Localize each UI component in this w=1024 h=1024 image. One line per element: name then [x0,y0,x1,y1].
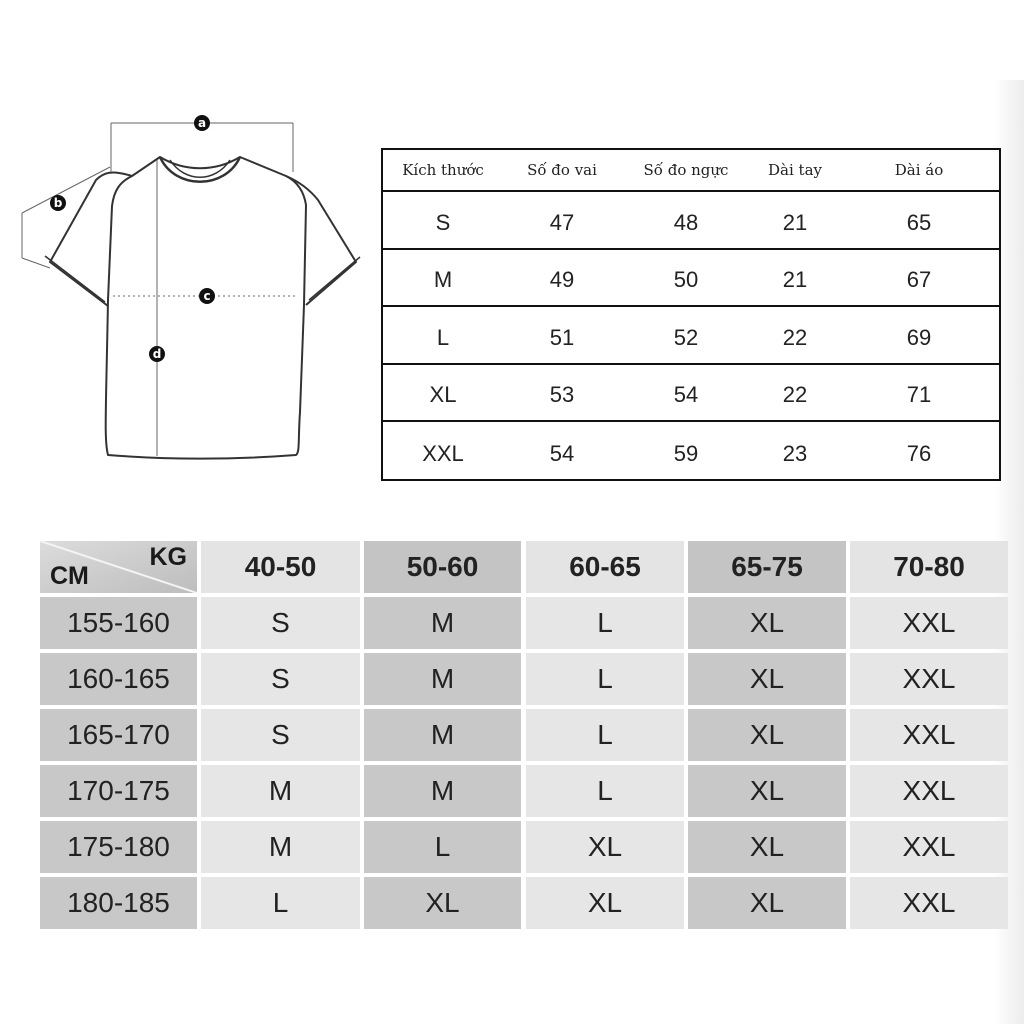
length-cell: 69 [906,324,932,350]
measurement-header-row [383,150,999,192]
size-cell: M [364,597,521,649]
length-cell: 71 [906,382,932,408]
sleeve-cell: 22 [782,324,808,350]
height-range-label: 175-180 [40,821,197,873]
shoulder-cell: 54 [549,440,575,466]
size-cell: L [526,597,684,649]
size-chart [40,541,1008,933]
size-cell: S [201,597,360,649]
table-row [383,307,999,365]
shoulder-cell: 49 [549,267,575,293]
chest-cell: 50 [673,267,699,293]
header-size: Kích thước [402,161,484,179]
size-cell: M [201,765,360,817]
height-range-label: 180-185 [40,877,197,929]
size-cell: XL [688,597,846,649]
chest-cell: 54 [673,382,699,408]
length-cell: 65 [906,209,932,235]
size-cell: XL [688,877,846,929]
height-range-label: 155-160 [40,597,197,649]
size-cell: XL [526,877,684,929]
tshirt-right-sleeve [286,176,356,305]
length-cell: 67 [906,267,932,293]
table-row [383,422,999,480]
header-chest: Số đo ngực [643,161,729,179]
size-cell: L [364,821,521,873]
size-cell: XXL [850,877,1008,929]
tshirt-outline [106,157,306,459]
shoulder-cell: 53 [549,382,575,408]
size-cell: XL [688,653,846,705]
size-cell: XXL [850,597,1008,649]
size-cell: XL [688,821,846,873]
weight-header: 60-65 [526,541,684,593]
weight-header: 70-80 [850,541,1008,593]
svg-text:c: c [203,289,211,303]
size-cell: XL [688,765,846,817]
sleeve-cell: 21 [782,209,808,235]
header-shoulder: Số đo vai [527,161,597,179]
weight-header: 40-50 [201,541,360,593]
chest-cell: 52 [673,324,699,350]
height-unit-label: CM [50,562,89,590]
shoulder-cell: 47 [549,209,575,235]
size-cell: S [201,709,360,761]
shoulder-cell: 51 [549,324,575,350]
table-row [383,250,999,308]
size-cell: XL [526,821,684,873]
svg-text:a: a [197,116,207,130]
height-range-label: 160-165 [40,653,197,705]
weight-header: 65-75 [688,541,846,593]
size-cell: S [201,653,360,705]
size-cell: M [364,653,521,705]
size-cell: M [364,765,521,817]
marker-d [149,346,165,362]
size-cell: XXL [850,821,1008,873]
size-cell: M [364,709,521,761]
header-sleeve: Dài tay [768,161,822,179]
tshirt-collar [160,157,240,182]
table-row [383,192,999,250]
size-cell: M [433,267,453,293]
size-cell: XXL [850,765,1008,817]
size-cell: XL [688,709,846,761]
chest-cell: 59 [673,440,699,466]
height-range-label: 165-170 [40,709,197,761]
tshirt-diagram [0,0,380,480]
size-cell: L [526,709,684,761]
size-cell: XXL [850,709,1008,761]
height-range-label: 170-175 [40,765,197,817]
weight-unit-label: KG [149,543,187,571]
marker-b [50,195,66,211]
length-cell: 76 [906,440,932,466]
size-cell: XL [364,877,521,929]
size-cell: XL [429,382,457,408]
size-cell: XXL [422,440,464,466]
sleeve-cell: 21 [782,267,808,293]
sleeve-cell: 22 [782,382,808,408]
svg-text:d: d [152,347,162,361]
marker-a [194,115,210,131]
size-cell: S [435,209,451,235]
chest-cell: 48 [673,209,699,235]
size-cell: L [526,765,684,817]
marker-c [199,288,215,304]
svg-text:b: b [53,196,63,210]
table-row [383,365,999,423]
size-cell: L [436,324,450,350]
sleeve-cell: 23 [782,440,808,466]
size-cell: L [201,877,360,929]
size-cell: L [526,653,684,705]
corner-header [40,541,197,593]
tshirt-left-sleeve [50,173,132,306]
size-cell: M [201,821,360,873]
size-cell: XXL [850,653,1008,705]
header-length: Dài áo [894,161,944,179]
measurement-table [381,148,1001,481]
weight-header: 50-60 [364,541,521,593]
